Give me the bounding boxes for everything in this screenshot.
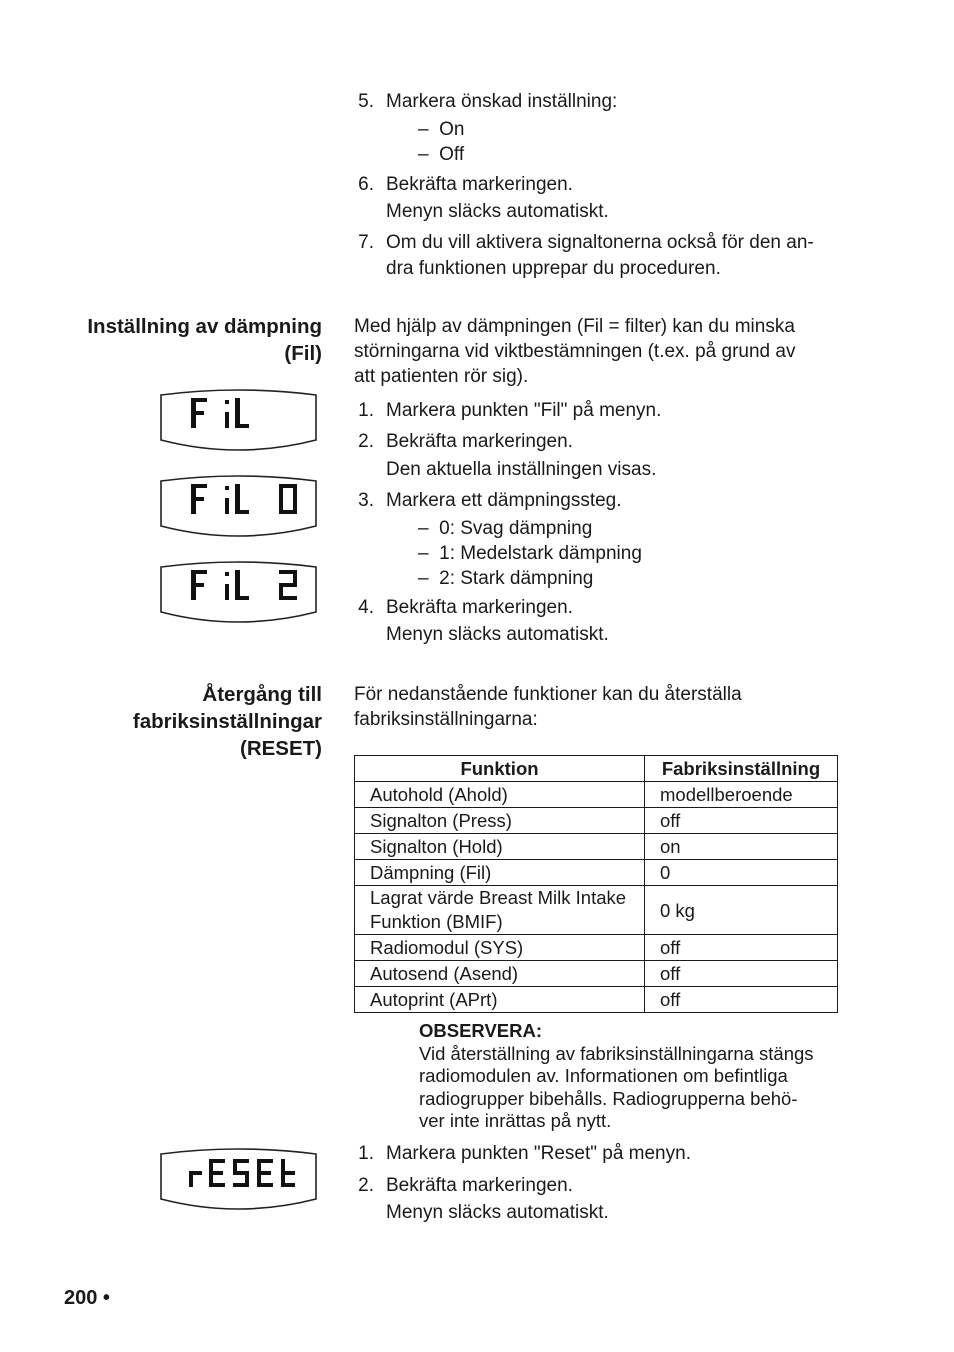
table-cell: on <box>645 834 838 860</box>
note-line: radiomodulen av. Informationen om befintliga <box>419 1065 788 1086</box>
note-line: Vid återställning av fabriksinställningarna stängs <box>419 1042 814 1064</box>
step-text: Bekräfta markeringen. <box>386 1175 573 1196</box>
table-row <box>355 834 838 860</box>
lcd-display-fil <box>159 388 318 454</box>
cell-line2: Funktion (BMIF) <box>370 911 503 932</box>
reset-heading-line1: Återgång till <box>202 683 322 706</box>
table-cell: off <box>645 935 838 961</box>
lcd-display-fil-2 <box>159 560 318 626</box>
fil-option-2: – 2: Stark dämpning <box>418 568 594 589</box>
reset-intro-line2: fabriksinställningarna: <box>354 709 538 730</box>
option-label: 0: Svag dämpning <box>439 518 593 539</box>
table-cell: off <box>645 987 838 1013</box>
page-number: 200 • <box>64 1287 110 1309</box>
table-row <box>355 860 838 886</box>
step-text: Markera punkten "Reset" på menyn. <box>386 1143 691 1164</box>
reset-heading-line2: fabriksinställningar <box>132 710 322 733</box>
option-label: On <box>439 119 465 140</box>
table-cell: 0 <box>645 860 838 886</box>
note-line: radiogrupper bibehålls. Radiogrupperna behö- <box>419 1087 798 1109</box>
note-title: OBSERVERA: <box>419 1020 543 1041</box>
fil-heading <box>87 313 322 367</box>
table-cell <box>355 886 645 935</box>
table-row <box>355 782 838 808</box>
fil-heading-line2: (Fil) <box>284 342 322 365</box>
step-number: 6. <box>358 174 374 195</box>
step-6-sub: Menyn släcks automatiskt. <box>386 201 609 222</box>
step-number: 4. <box>358 597 374 618</box>
step-number: 2. <box>358 1175 374 1196</box>
table-row <box>355 886 838 935</box>
fil-option-1: – 1: Medelstark dämpning <box>418 543 642 564</box>
table-row <box>355 987 838 1013</box>
table-cell: Radiomodul (SYS) <box>355 935 645 961</box>
step-number: 1. <box>358 1143 374 1164</box>
fil-intro-line3: att patienten rör sig). <box>354 366 529 387</box>
table-cell: Autoprint (APrt) <box>355 987 645 1013</box>
step-text: Markera ett dämpningssteg. <box>386 490 622 511</box>
note-line: ver inte inrättas på nytt. <box>419 1110 612 1131</box>
table-header-row <box>355 756 838 782</box>
table-cell: modellberoende <box>645 782 838 808</box>
step-text: Bekräfta markeringen. <box>386 431 573 452</box>
step-text: Bekräfta markeringen. <box>386 597 573 618</box>
reset-intro-line1: För nedanstående funktioner kan du återställa <box>354 684 742 705</box>
table-cell: off <box>645 808 838 834</box>
option-label: Off <box>439 144 465 165</box>
option-off: – Off <box>418 144 465 165</box>
step-7-line2: dra funktionen upprepar du proceduren. <box>386 258 721 279</box>
table-cell: 0 kg <box>645 886 838 935</box>
table-cell: Autosend (Asend) <box>355 961 645 987</box>
factory-settings-table <box>354 755 838 1013</box>
cell-line1: Lagrat värde Breast Milk Intake <box>370 887 627 908</box>
step-number: 7. <box>358 232 374 253</box>
step-number: 3. <box>358 490 374 511</box>
fil-step-4-sub: Menyn släcks automatiskt. <box>386 624 609 645</box>
step-text: Bekräfta markeringen. <box>386 174 573 195</box>
lcd-display-reset <box>159 1147 318 1213</box>
step-text: Markera önskad inställning: <box>386 91 618 112</box>
fil-step-2-sub: Den aktuella inställningen visas. <box>386 459 657 480</box>
reset-heading-line3: (RESET) <box>240 737 322 760</box>
fil-intro-line2: störningarna vid viktbestämningen (t.ex. på grund av <box>354 341 796 362</box>
option-on: – On <box>418 119 465 140</box>
fil-heading-line1: Inställning av dämpning <box>87 315 322 338</box>
table-cell: Dämpning (Fil) <box>355 860 645 886</box>
step-text: Markera punkten "Fil" på menyn. <box>386 400 662 421</box>
table-cell: Signalton (Hold) <box>355 834 645 860</box>
table-row <box>355 808 838 834</box>
column-header: Fabriksinställning <box>645 756 838 782</box>
step-number: 2. <box>358 431 374 452</box>
table-cell: Signalton (Press) <box>355 808 645 834</box>
step-text: Om du vill aktivera signaltonerna också för den an- <box>386 232 814 253</box>
option-label: 1: Medelstark dämpning <box>439 543 642 564</box>
reset-heading <box>133 681 322 762</box>
fil-option-0: – 0: Svag dämpning <box>418 518 593 539</box>
step-number: 5. <box>358 91 374 112</box>
table-row <box>355 961 838 987</box>
lcd-display-fil-0 <box>159 474 318 540</box>
table-cell: off <box>645 961 838 987</box>
table-cell: Autohold (Ahold) <box>355 782 645 808</box>
column-header: Funktion <box>355 756 645 782</box>
option-label: 2: Stark dämpning <box>439 568 594 589</box>
step-number: 1. <box>358 400 374 421</box>
table-row <box>355 935 838 961</box>
reset-step-2-sub: Menyn släcks automatiskt. <box>386 1202 609 1223</box>
note-box <box>419 1020 814 1133</box>
fil-intro-line1: Med hjälp av dämpningen (Fil = filter) kan du minska <box>354 316 795 337</box>
